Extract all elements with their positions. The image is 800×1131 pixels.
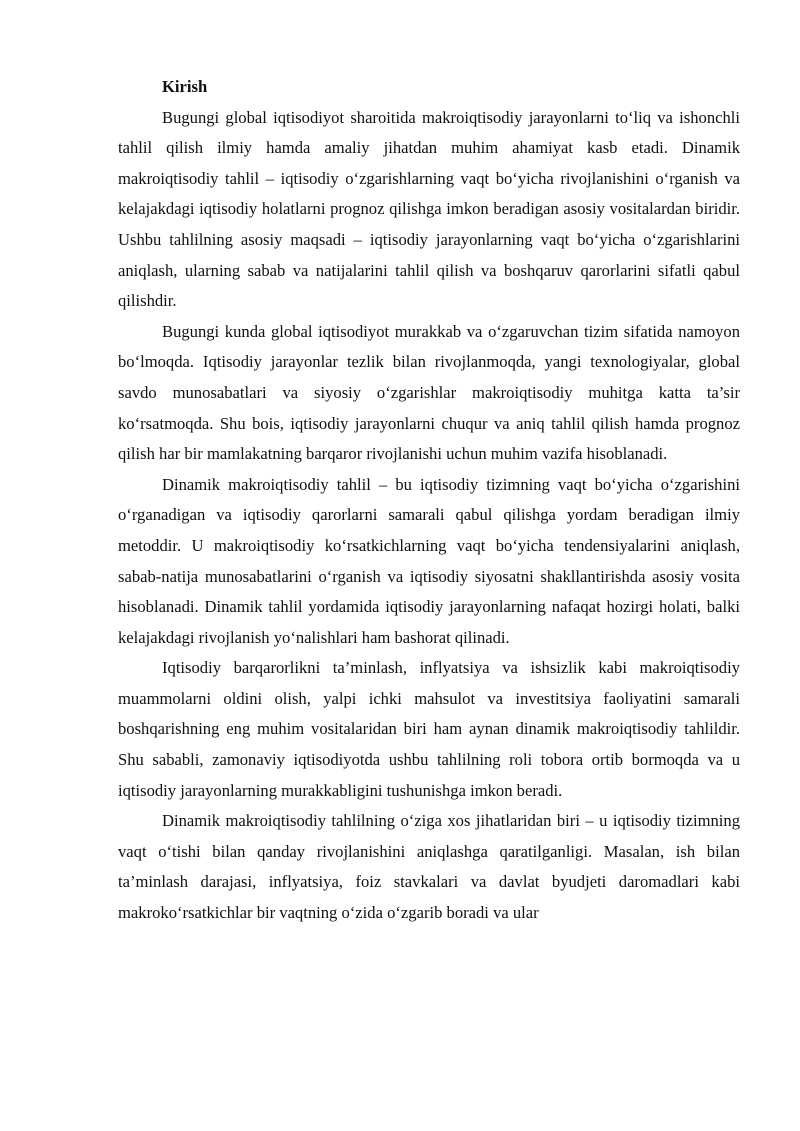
- paragraph-1: Bugungi global iqtisodiyot sharoitida makroiqtisodiy jarayonlarni to‘liq va ishonchli tahlil qilish ilmiy hamda amaliy jihatdan muhim ahamiyat kasb etadi. Dinamik makroiqtisodiy tahlil – iqtisodiy o‘zgarishlarning vaqt bo‘yicha rivojlanishini o‘rganish va kelajakdagi iqtisodiy holatlarni prognoz qilishga imkon beradigan asosiy vositalardan biridir. Ushbu tahlilning asosiy maqsadi – iqtisodiy jarayonlarning vaqt bo‘yicha o‘zgarishlarini aniqlash, ularning sabab va natijalarini tahlil qilish va boshqaruv qarorlarini sifatli qabul qilishdir.: [118, 107, 740, 311]
- section-heading: Kirish: [162, 77, 208, 96]
- paragraph-5: Dinamik makroiqtisodiy tahlilning o‘ziga xos jihatlaridan biri – u iqtisodiy tizimning vaqt o‘tishi bilan qanday rivojlanishini aniqlashga qaratilganligi. Masalan, ish bilan ta’minlash darajasi, inflyatsiya, foiz stavkalari va davlat byudjeti daromadlari kabi makroko‘rsatkichlar bir vaqtning o‘zida o‘zgarib boradi va ular: [118, 811, 740, 923]
- paragraph-3: Dinamik makroiqtisodiy tahlil – bu iqtisodiy tizimning vaqt bo‘yicha o‘zgarishini o‘rganadigan va iqtisodiy qarorlarni samarali qabul qilishga yordam beradigan ilmiy metoddir. U makroiqtisodiy ko‘rsatkichlarning vaqt bo‘yicha tendensiyalarini aniqlash, sabab-natija munosabatlarini o‘rganish va iqtisodiy siyosatni shakllantirishda asosiy vosita hisoblanadi. Dinamik tahlil yordamida iqtisodiy jarayonlarning nafaqat hozirgi holati, balki kelajakdagi rivojlanish yo‘nalishlari ham bashorat qilinadi.: [118, 474, 740, 647]
- paragraph-2: Bugungi kunda global iqtisodiyot murakkab va o‘zgaruvchan tizim sifatida namoyon bo‘lmoqda. Iqtisodiy jarayonlar tezlik bilan rivojlanmoqda, yangi texnologiyalar, global savdo munosabatlari va siyosiy o‘zgarishlar makroiqtisodiy muhitga katta ta’sir ko‘rsatmoqda. Shu bois, iqtisodiy jarayonlarni chuqur va aniq tahlil qilish hamda prognoz qilish har bir mamlakatning barqaror rivojlanishi uchun muhim vazifa hisoblanadi.: [118, 321, 740, 464]
- document-page: [118, 72, 740, 929]
- paragraph-4: Iqtisodiy barqarorlikni ta’minlash, inflyatsiya va ishsizlik kabi makroiqtisodiy muammolarni oldini olish, yalpi ichki mahsulot va investitsiya faoliyatini samarali boshqarishning eng muhim vositalaridan biri ham aynan dinamik makroiqtisodiy tahlildir. Shu sababli, zamonaviy iqtisodiyotda ushbu tahlilning roli tobora ortib bormoqda va u iqtisodiy jarayonlarning murakkabligini tushunishga imkon beradi.: [118, 658, 740, 800]
